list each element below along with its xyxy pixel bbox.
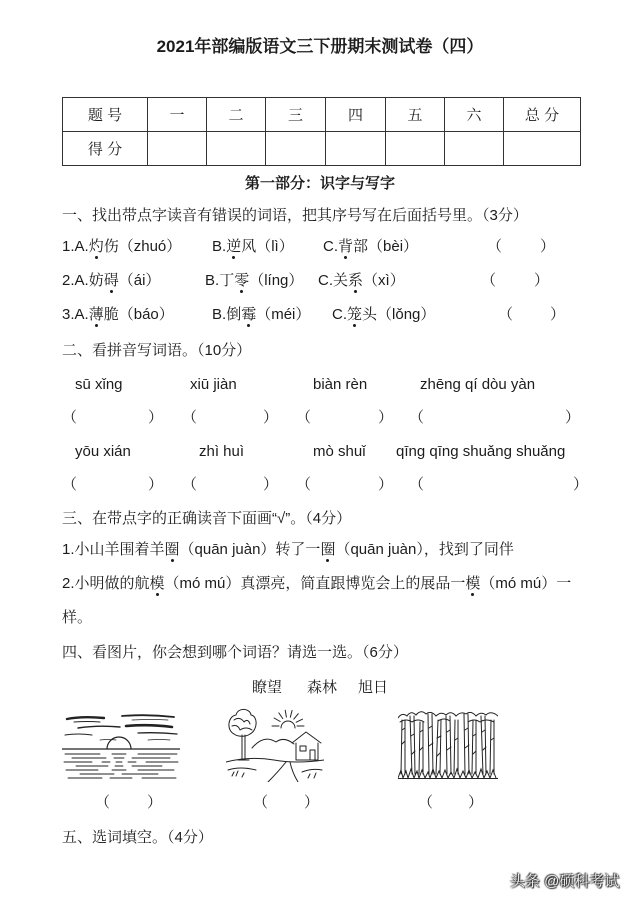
q1-word-post: 部 (353, 238, 369, 255)
q2-pinyin-5: yōu xián (75, 443, 131, 460)
q1-word-pre: 妨 (88, 272, 104, 289)
q2-blank-1-open: （ (62, 409, 78, 426)
q1-pinyin: （méi） (256, 306, 311, 323)
q1-option-label: A. (74, 306, 89, 323)
q3-dotted-char: 圈 (320, 541, 336, 558)
q2-blank-8-close: ） (573, 476, 589, 493)
q1-option-1c (323, 237, 418, 257)
q1-word-post: 头 (362, 306, 378, 323)
column-2-header: 二 (207, 98, 266, 132)
part1-title: 第一部分：识字与写字 (244, 175, 395, 192)
q1-dotted-char: 笼 (347, 306, 363, 323)
q2-heading: 二、看拼音写词语。（10分） (62, 342, 252, 359)
column-1-header: 一 (148, 98, 207, 132)
q2-blank-3-close: ） (378, 409, 394, 426)
q1-option-3a (62, 305, 174, 325)
q1-option-3b (212, 305, 310, 325)
q4-heading: 四、看图片，你会想到哪个词语？请选一选。（6分） (62, 644, 408, 661)
q2-blank-3-open: （ (296, 409, 312, 426)
column-6-header: 六 (445, 98, 504, 132)
score-table-header-row (63, 98, 581, 132)
q1-pinyin: （báo） (118, 306, 174, 323)
q1-pinyin: （lì） (256, 238, 294, 255)
q4-blank-3-close: ） (468, 794, 484, 811)
q2-blank-2-close: ） (263, 409, 279, 426)
score-cell-5 (386, 132, 445, 166)
q4-word-1: 瞭望 (252, 679, 283, 696)
q1-item-number: 3. (62, 306, 75, 323)
q2-pinyin-6: zhì huì (199, 443, 245, 460)
sunrise-landscape-picture (226, 706, 324, 782)
q2-blank-6-open: （ (182, 476, 198, 493)
q1-pinyin: （lǒng） (377, 306, 436, 323)
q1-option-1a (62, 237, 181, 257)
q2-blank-4-open: （ (409, 409, 425, 426)
q1-word-pre: 倒 (226, 306, 242, 323)
q2-blank-8-open: （ (409, 476, 425, 493)
q4-blank-2-close: ） (304, 794, 320, 811)
q1-word-post: 风 (241, 238, 257, 255)
watermark: 头条 @硕科考试 (510, 873, 620, 890)
q2-blank-7-close: ） (378, 476, 394, 493)
q1-option-1b (212, 237, 294, 257)
q3-heading: 三、在带点字的正确读音下面画“√”。（4分） (62, 510, 352, 527)
q4-blank-1-open: （ (95, 794, 111, 811)
q3-text: （mó mú）一 (480, 575, 572, 592)
q1-option-2a (62, 271, 160, 291)
q1-option-label: C. (323, 238, 338, 255)
q2-blank-7-open: （ (296, 476, 312, 493)
q2-pinyin-4: zhēng qí dòu yàn (420, 376, 536, 393)
q1-dotted-char: 零 (234, 272, 250, 289)
q3-dotted-char: 模 (465, 575, 481, 592)
score-cell-6 (445, 132, 504, 166)
q1-pinyin: （bèi） (368, 238, 419, 255)
q1-heading: 一、找出带点字读音有错误的词语，把其序号写在后面括号里。（3分） (62, 207, 528, 224)
q1-option-label: B. (205, 272, 220, 289)
score-cell-total (504, 132, 581, 166)
q5-heading: 五、选词填空。（4分） (62, 829, 213, 846)
q1-answer-blank-close: ） (540, 238, 556, 255)
q1-answer-blank-close: ） (534, 272, 550, 289)
q2-blank-5-close: ） (148, 476, 164, 493)
q1-option-label: C. (332, 306, 347, 323)
q2-pinyin-3: biàn rèn (313, 376, 368, 393)
q2-blank-4-close: ） (565, 409, 581, 426)
q2-blank-6-close: ） (263, 476, 279, 493)
q2-blank-2-open: （ (182, 409, 198, 426)
score-table-score-row (63, 132, 581, 166)
sunset-sea-picture (62, 712, 180, 780)
q4-word-3: 旭日 (358, 679, 389, 696)
q1-option-3c (332, 305, 435, 325)
q3-text: （mó mú）真漂亮，简直跟博览会上的展品一 (164, 575, 466, 592)
q3-text: 1.小山羊围着羊 (62, 541, 165, 558)
score-cell-3 (266, 132, 326, 166)
q1-option-label: B. (212, 306, 227, 323)
column-5-header: 五 (386, 98, 445, 132)
q3-text: （quān juàn）转了一 (179, 541, 321, 558)
q1-dotted-char: 霉 (241, 306, 257, 323)
q1-dotted-char: 系 (348, 272, 364, 289)
q1-pinyin: （líng） (249, 272, 304, 289)
q1-answer-blank-open: （ (481, 272, 497, 289)
q1-option-label: A. (74, 238, 89, 255)
q3-text: （quān juàn），找到了同伴 (335, 541, 514, 558)
q3-dotted-char: 模 (149, 575, 165, 592)
q3-line-2-continuation: 样。 (62, 609, 93, 626)
q1-word-pre: 关 (333, 272, 349, 289)
q1-dotted-char: 灼 (88, 238, 104, 255)
q2-pinyin-7: mò shuǐ (313, 443, 366, 460)
q1-answer-blank-open: （ (498, 306, 514, 323)
q1-word-post: 脆 (103, 306, 119, 323)
q4-blank-2-open: （ (253, 794, 269, 811)
q2-blank-1-close: ） (148, 409, 164, 426)
forest-picture (398, 710, 498, 780)
score-cell-4 (326, 132, 386, 166)
q2-blank-5-open: （ (62, 476, 78, 493)
column-total-header: 总 分 (504, 98, 581, 132)
header-label-cell: 题 号 (63, 98, 148, 132)
score-cell-1 (148, 132, 207, 166)
q1-dotted-char: 逆 (226, 238, 242, 255)
q2-pinyin-2: xiū jiàn (190, 376, 237, 393)
q1-item-number: 1. (62, 238, 75, 255)
q1-word-post: 伤 (103, 238, 119, 255)
q3-line-1 (62, 540, 514, 560)
q1-dotted-char: 薄 (88, 306, 104, 323)
score-label-cell: 得 分 (63, 132, 148, 166)
q1-option-label: C. (318, 272, 333, 289)
q1-option-2c (318, 271, 405, 291)
q1-answer-blank-open: （ (487, 238, 503, 255)
q3-dotted-char: 圈 (164, 541, 180, 558)
q1-item-number: 2. (62, 272, 75, 289)
q1-word-pre: 丁 (219, 272, 235, 289)
q1-dotted-char: 碍 (103, 272, 119, 289)
q4-word-2: 森林 (307, 679, 338, 696)
q1-pinyin: （zhuó） (118, 238, 182, 255)
q3-line-2 (62, 574, 571, 594)
q4-blank-3-open: （ (418, 794, 434, 811)
q1-answer-blank-close: ） (550, 306, 566, 323)
q1-pinyin: （xì） (363, 272, 405, 289)
q1-option-label: A. (74, 272, 89, 289)
q3-text: 2.小明做的航 (62, 575, 150, 592)
column-3-header: 三 (266, 98, 326, 132)
exam-title: 2021年部编版语文三下册期末测试卷（四） (156, 37, 484, 56)
q4-blank-1-close: ） (147, 794, 163, 811)
q1-pinyin: （ái） (118, 272, 161, 289)
score-table (62, 97, 581, 166)
column-4-header: 四 (326, 98, 386, 132)
q2-pinyin-8: qīng qīng shuǎng shuǎng (396, 443, 566, 460)
q1-option-label: B. (212, 238, 227, 255)
q2-pinyin-1: sū xǐng (75, 376, 123, 393)
score-cell-2 (207, 132, 266, 166)
q1-dotted-char: 背 (338, 238, 354, 255)
q1-option-2b (205, 271, 303, 291)
